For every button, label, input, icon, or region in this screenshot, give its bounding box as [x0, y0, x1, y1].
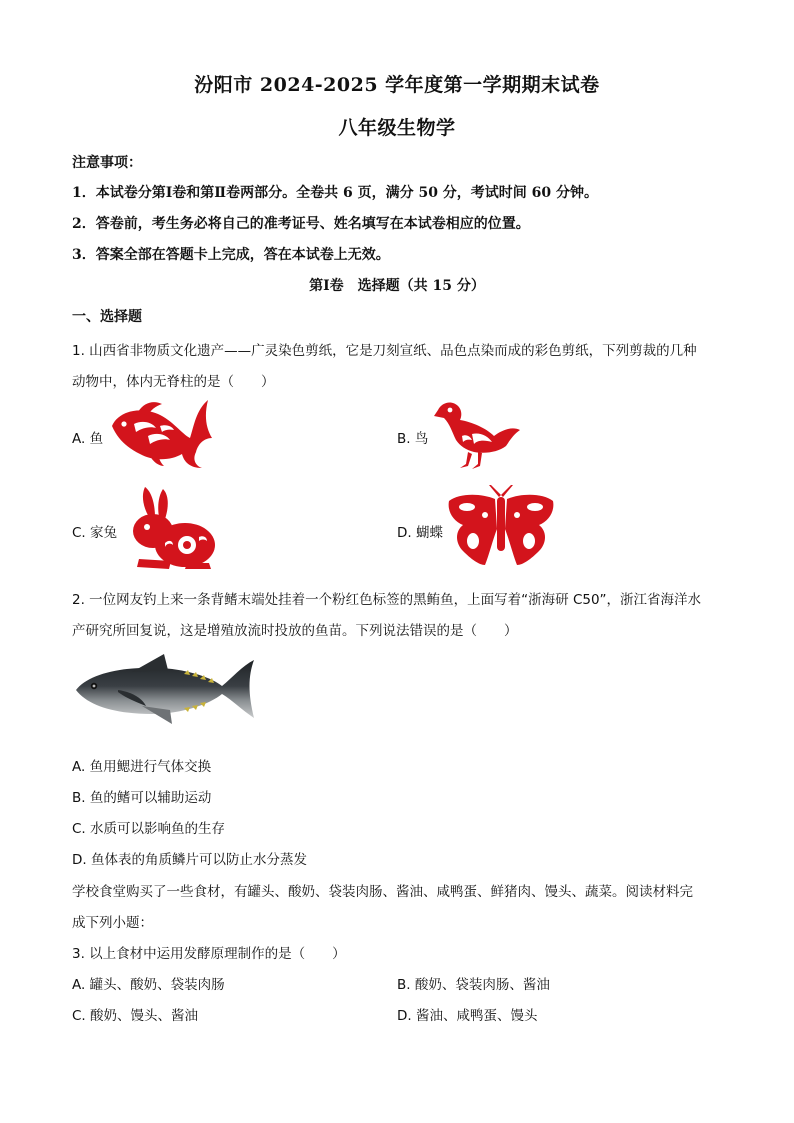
bird-papercut-icon	[432, 396, 522, 472]
q2-option-a: A. 鱼用鳃进行气体交换	[72, 759, 212, 775]
notes-item-2: 2．答卷前，考生务必将自己的准考证号、姓名填写在本试卷相应的位置。	[72, 216, 530, 232]
material-line1: 学校食堂购买了一些食材，有罐头、酸奶、袋装肉肠、酱油、咸鸭蛋、鲜猪肉、馒头、蔬菜。阅读材料完	[72, 884, 693, 900]
section-heading: 一、选择题	[72, 309, 142, 325]
notes-item-3: 3．答案全部在答题卡上完成，答在本试卷上无效。	[72, 247, 390, 263]
q1-option-d: D. 蝴蝶	[397, 525, 443, 541]
q2-stem-line2: 产研究所回复说，这是增殖放流时投放的鱼苗。下列说法错误的是（ ）	[72, 623, 518, 639]
butterfly-papercut-icon	[445, 485, 557, 567]
q3-option-b: B. 酸奶、袋装肉肠、酱油	[397, 977, 550, 993]
q3-option-a: A. 罐头、酸奶、袋装肉肠	[72, 977, 225, 993]
q1-option-b: B. 鸟	[397, 431, 429, 447]
q1-stem-line1: 1. 山西省非物质文化遗产——广灵染色剪纸，它是刀刻宣纸、品色点染而成的彩色剪纸，下列剪裁的几种	[72, 343, 697, 359]
fish-papercut-icon	[108, 398, 214, 470]
rabbit-papercut-icon	[125, 483, 217, 573]
q2-stem-line1: 2. 一位网友钓上来一条背鳍末端处挂着一个粉红色标签的黑鲔鱼，上面写着“浙海研 C50”，浙江省海洋水	[72, 592, 702, 608]
q2-option-d: D. 鱼体表的角质鳞片可以防止水分蒸发	[72, 852, 307, 868]
q2-option-c: C. 水质可以影响鱼的生存	[72, 821, 226, 837]
q1-stem-line2: 动物中，体内无脊柱的是（ ）	[72, 374, 275, 390]
notes-heading: 注意事项：	[72, 155, 142, 171]
q3-option-d: D. 酱油、咸鸭蛋、馒头	[397, 1008, 538, 1024]
q1-option-a: A. 鱼	[72, 431, 104, 447]
exam-subtitle: 八年级生物学	[338, 117, 456, 139]
q3-stem: 3. 以上食材中运用发酵原理制作的是（ ）	[72, 946, 346, 962]
tuna-photo-icon	[72, 652, 256, 730]
exam-title: 汾阳市 2024-2025 学年度第一学期期末试卷	[194, 74, 600, 96]
q3-option-c: C. 酸奶、馒头、酱油	[72, 1008, 199, 1024]
q1-option-c: C. 家兔	[72, 525, 118, 541]
part-title: 第Ⅰ卷 选择题（共 15 分）	[309, 278, 485, 294]
notes-item-1: 1．本试卷分第Ⅰ卷和第Ⅱ卷两部分。全卷共 6 页，满分 50 分，考试时间 60 分钟。	[72, 185, 599, 201]
material-line2: 成下列小题：	[72, 915, 153, 931]
q2-option-b: B. 鱼的鳍可以辅助运动	[72, 790, 212, 806]
